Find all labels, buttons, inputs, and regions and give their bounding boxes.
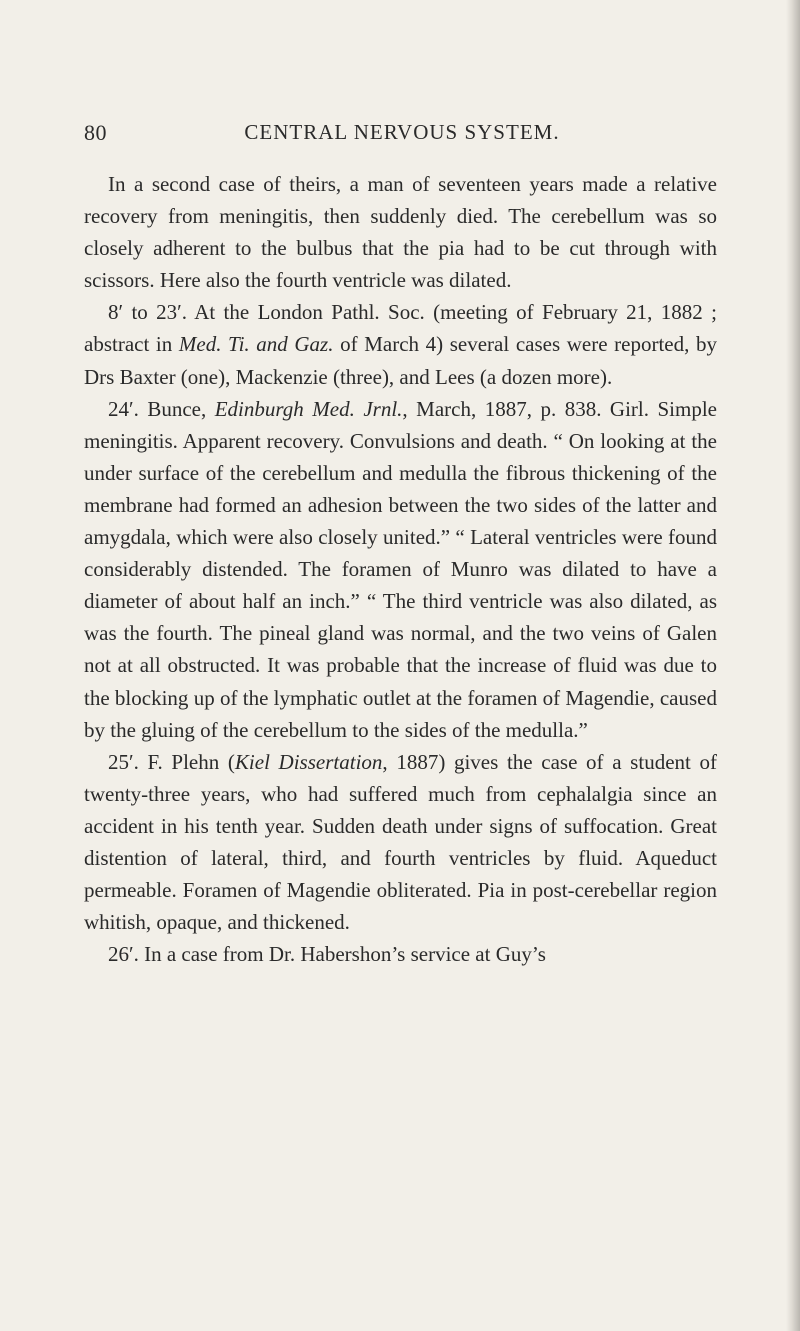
page-header [84,120,720,150]
paragraph-3-part-b: , March, 1887, p. 838. Girl. Simple meningitis. Apparent recovery. Convulsions and death. “ On looking at the under surface of the cerebellum and medulla the fibrous thickening of the membrane had formed an adhesion between the two sides of the latter and amygdala, which were also closely united.” “ Lateral ventricles were found considerably distended. The foramen of Munro was dilated to have a diameter of about half an inch.” “ The third ventricle was also dilated, as was the fourth. The pineal gland was normal, and the two veins of Galen not at all obstructed. It was probable that the increase of fluid was due to the blocking up of the lymphatic outlet at the foramen of Magendie, caused by the gluing of the cerebellum to the sides of the medulla.” [84,396,718,742]
paragraph-2 [84,296,717,392]
page-edge-shadow [786,0,800,1331]
page-number: 80 [84,120,107,145]
paragraph-5: 26′. In a case from Dr. Habershon’s service at Guy’s [108,942,546,967]
journal-citation: Med. Ti. and Gaz. [178,332,334,357]
page-body [84,168,717,970]
running-head: CENTRAL NERVOUS SYSTEM. [244,120,560,144]
journal-citation: Edinburgh Med. Jrnl. [214,396,403,421]
paragraph-3-part-a: 24′. Bunce, [108,396,215,421]
paragraph-4-part-a: 25′. F. Plehn ( [108,749,235,774]
paragraph-1: In a second case of theirs, a man of seventeen years made a relative recovery from meningitis, then suddenly died. The cerebellum was so closely adherent to the bulbus that the pia had to be cut through with scissors. Here also the fourth ventricle was dilated. [84,172,717,293]
paragraph-2-part-a: 8′ to 23′. At the London Pathl. Soc. (meeting of February 21, 1882 ; abstract in [84,300,717,357]
paragraph-4 [84,746,717,939]
paragraph-4-part-b: , 1887) gives the case of a student of twenty-three years, who had suffered much from cephalalgia since an accident in his tenth year. Sudden death under signs of suffocation. Great distention of lateral, third, and fourth ventricles by fluid. Aqueduct permeable. Foramen of Magendie obliterated. Pia in post-cerebellar region whitish, opaque, and thickened. [84,749,717,935]
paragraph-2-part-b: of March 4) several cases were reported, by Drs Baxter (one), Mackenzie (three), and Lees (a dozen more). [84,332,717,389]
dissertation-citation: Kiel Dissertation [234,749,383,774]
paragraph-3 [84,393,717,746]
